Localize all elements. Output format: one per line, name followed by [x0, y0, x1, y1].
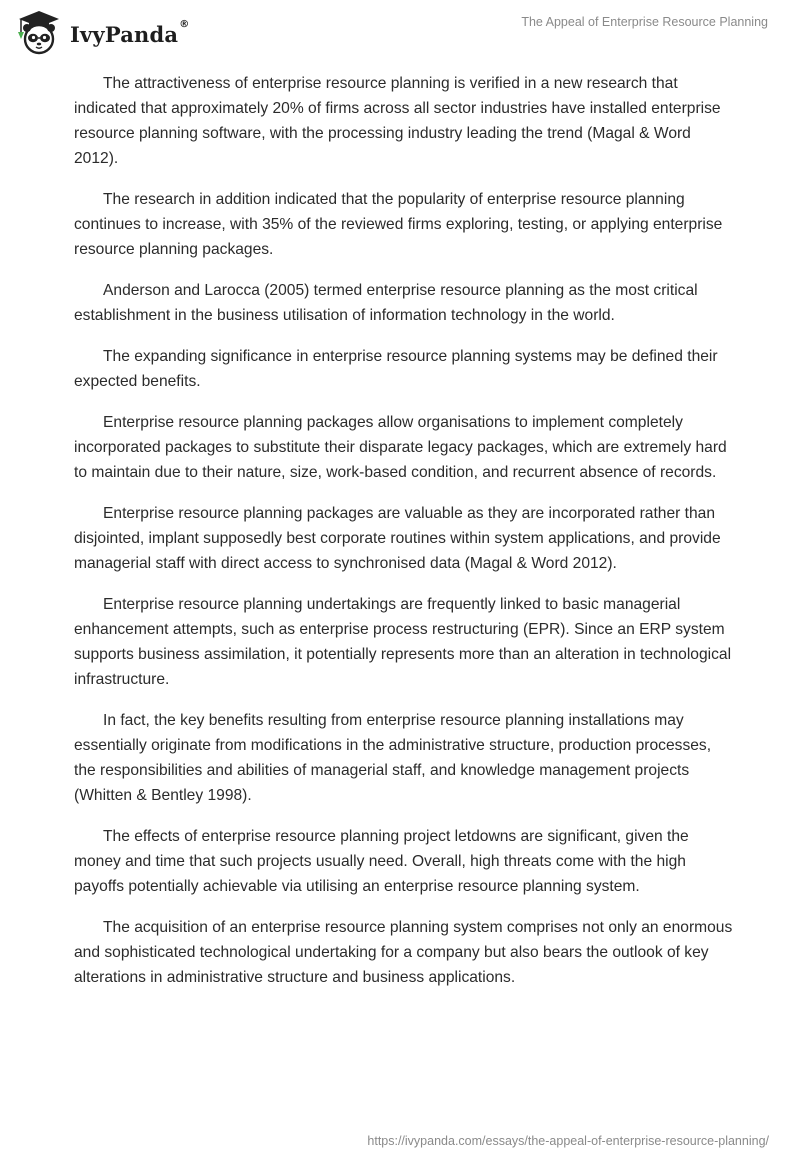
- paragraph-10: The acquisition of an enterprise resource planning system comprises not only an enormous and sophisticated technological undertaking for a company but also bears the outlook of key alterations in administrative structure and business applications.: [74, 919, 733, 986]
- registered-mark: ®: [179, 18, 190, 30]
- panda-graduate-icon: [14, 8, 64, 58]
- document-title: The Appeal of Enterprise Resource Planning: [521, 15, 768, 29]
- paragraph-7: Enterprise resource planning undertakings are frequently linked to basic managerial enhancement attempts, such as enterprise process restructuring (EPR). Since an ERP system supports business assimilation, it potentially represents more than an alteration in technological infrastructure.: [74, 596, 732, 688]
- ivypanda-logo[interactable]: [14, 8, 189, 58]
- paragraph-4: The expanding significance in enterprise resource planning systems may be defined their expected benefits.: [74, 348, 718, 390]
- page-header: [0, 0, 800, 62]
- paragraph-3: Anderson and Larocca (2005) termed enterprise resource planning as the most critical establishment in the business utilisation of information technology in the world.: [74, 282, 698, 324]
- logo-text: IvyPanda®: [70, 18, 190, 47]
- source-url[interactable]: https://ivypanda.com/essays/the-appeal-of-enterprise-resource-planning/: [367, 1134, 769, 1148]
- paragraph-5: Enterprise resource planning packages allow organisations to implement completely incorporated packages to substitute their disparate legacy packages, which are extremely hard to maintain due to their nature, size, work-based condition, and recurrent absence of records.: [74, 414, 727, 481]
- paragraph-6: Enterprise resource planning packages are valuable as they are incorporated rather than disjointed, implant supposedly best corporate routines within system applications, and provide managerial staff with direct access to synchronised data (Magal & Word 2012).: [74, 505, 721, 572]
- paragraph-8: In fact, the key benefits resulting from enterprise resource planning installations may essentially originate from modifications in the administrative structure, production processes, the responsibilities and abilities of managerial staff, and knowledge management projects (Whitten & Bentley 1998).: [74, 712, 712, 804]
- essay-body: [74, 71, 734, 1006]
- paragraph-1: The attractiveness of enterprise resource planning is verified in a new research that indicated that approximately 20% of firms across all sector industries have installed enterprise resource planning software, with the processing industry leading the trend (Magal & Word 2012).: [74, 75, 721, 167]
- paragraph-2: The research in addition indicated that the popularity of enterprise resource planning continues to increase, with 35% of the reviewed firms exploring, testing, or applying enterprise resource planning packages.: [74, 191, 723, 258]
- paragraph-9: The effects of enterprise resource planning project letdowns are significant, given the money and time that such projects usually need. Overall, high threats come with the high payoffs potentially achievable via utilising an enterprise resource planning system.: [74, 828, 689, 895]
